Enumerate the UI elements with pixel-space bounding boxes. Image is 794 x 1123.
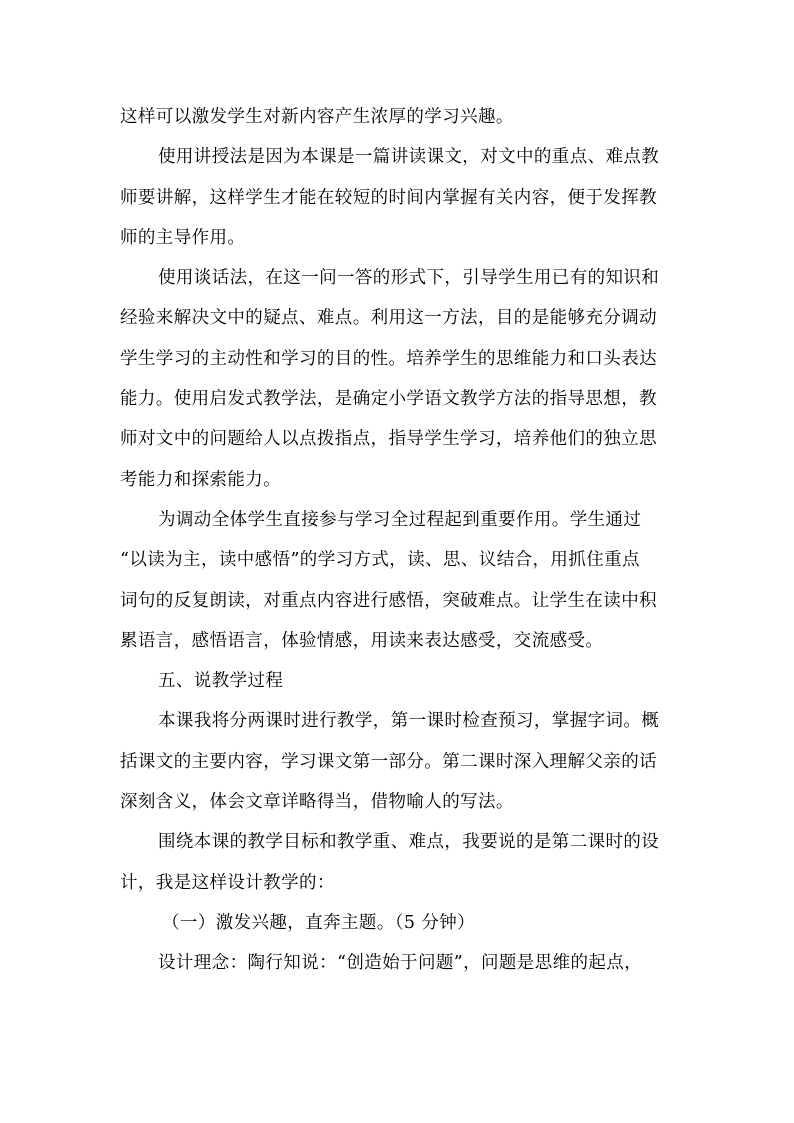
subsection-heading: （一）激发兴趣，直奔主题。（5 分钟） (162, 912, 476, 933)
paragraph-start-line: 使用讲授法是因为本课是一篇讲读课文，对文中的重点、难点教 (158, 147, 660, 168)
text-line: 词句的反复朗读，对重点内容进行感悟，突破难点。让学生在读中积 (120, 590, 657, 611)
paragraph-start-line: 设计理念：陶行知说：“创造始于问题”，问题是思维的起点， (158, 953, 643, 974)
paragraph-start-line: 本课我将分两课时进行教学，第一课时检查预习，掌握字词。概 (158, 711, 660, 732)
text-line: 经验来解决文中的疑点、难点。利用这一方法，目的是能够充分调动 (120, 308, 657, 329)
text-line: 括课文的主要内容，学习课文第一部分。第二课时深入理解父亲的话 (120, 751, 657, 772)
text-line: 学生学习的主动性和学习的目的性。培养学生的思维能力和口头表达 (120, 348, 657, 369)
text-line: 师要讲解，这样学生才能在较短的时间内掌握有关内容，便于发挥教 (120, 187, 657, 208)
text-line: 能力。使用启发式教学法，是确定小学语文教学方法的指导思想，教 (120, 389, 657, 410)
paragraph-start-line: 围绕本课的教学目标和教学重、难点，我要说的是第二课时的设 (158, 832, 660, 853)
document-body (120, 97, 680, 984)
paragraph-start-line: 为调动全体学生直接参与学习全过程起到重要作用。学生通过 (158, 509, 642, 530)
text-line: 累语言，感悟语言，体验情感，用读来表达感受，交流感受。 (120, 630, 604, 651)
section-heading: 五、说教学过程 (158, 671, 284, 692)
text-line: 深刻含义，体会文章详略得当，借物喻人的写法。 (120, 792, 514, 813)
text-line: 师的主导作用。 (120, 227, 246, 248)
text-line: “以读为主，读中感悟”的学习方式，读、思、议结合，用抓住重点 (120, 550, 640, 571)
text-line: 考能力和探索能力。 (120, 469, 282, 490)
text-line: 计，我是这样设计教学的： (120, 872, 335, 893)
text-line: 这样可以激发学生对新内容产生浓厚的学习兴趣。 (120, 107, 514, 127)
text-line: 师对文中的问题给人以点拨指点，指导学生学习，培养他们的独立思 (120, 429, 657, 450)
paragraph-start-line: 使用谈话法，在这一问一答的形式下，引导学生用已有的知识和 (158, 268, 660, 289)
